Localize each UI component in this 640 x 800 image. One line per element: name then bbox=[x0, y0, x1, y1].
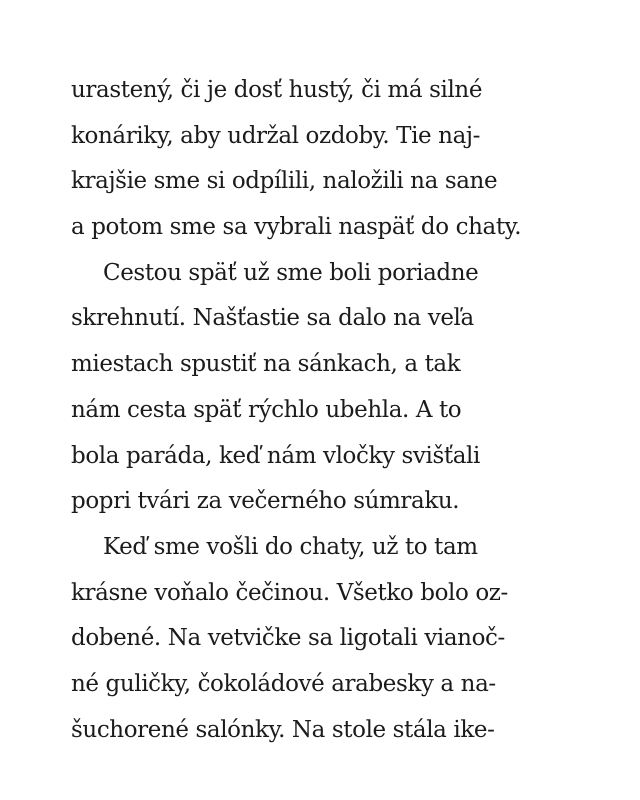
paragraph-start-line: Keď sme vošli do chaty, už to tam bbox=[103, 533, 478, 560]
text-line: nám cesta späť rýchlo ubehla. A to bbox=[71, 396, 462, 423]
text-line: bola paráda, keď nám vločky svišťali bbox=[71, 442, 480, 469]
body-text bbox=[71, 70, 591, 755]
text-line: šuchorené salónky. Na stole stála ike- bbox=[71, 716, 495, 743]
text-line: urastený, či je dosť hustý, či má silné bbox=[71, 77, 483, 103]
text-line: krásne voňalo čečinou. Všetko bolo oz- bbox=[71, 579, 508, 606]
paragraph-start-line: Cestou späť už sme boli poriadne bbox=[103, 259, 479, 286]
text-line: krajšie sme si odpílili, naložili na sane bbox=[71, 168, 498, 195]
text-line: a potom sme sa vybrali naspäť do chaty. bbox=[71, 214, 522, 241]
text-line: né guličky, čokoládové arabesky a na- bbox=[71, 670, 496, 697]
text-line: popri tvári za večerného súmraku. bbox=[71, 488, 460, 515]
text-line: konáriky, aby udržal ozdoby. Tie naj- bbox=[71, 122, 480, 149]
text-line: miestach spustiť na sánkach, a tak bbox=[71, 351, 461, 378]
text-line: skrehnutí. Našťastie sa dalo na veľa bbox=[71, 305, 474, 332]
text-line: dobené. Na vetvičke sa ligotali vianoč- bbox=[71, 625, 505, 652]
